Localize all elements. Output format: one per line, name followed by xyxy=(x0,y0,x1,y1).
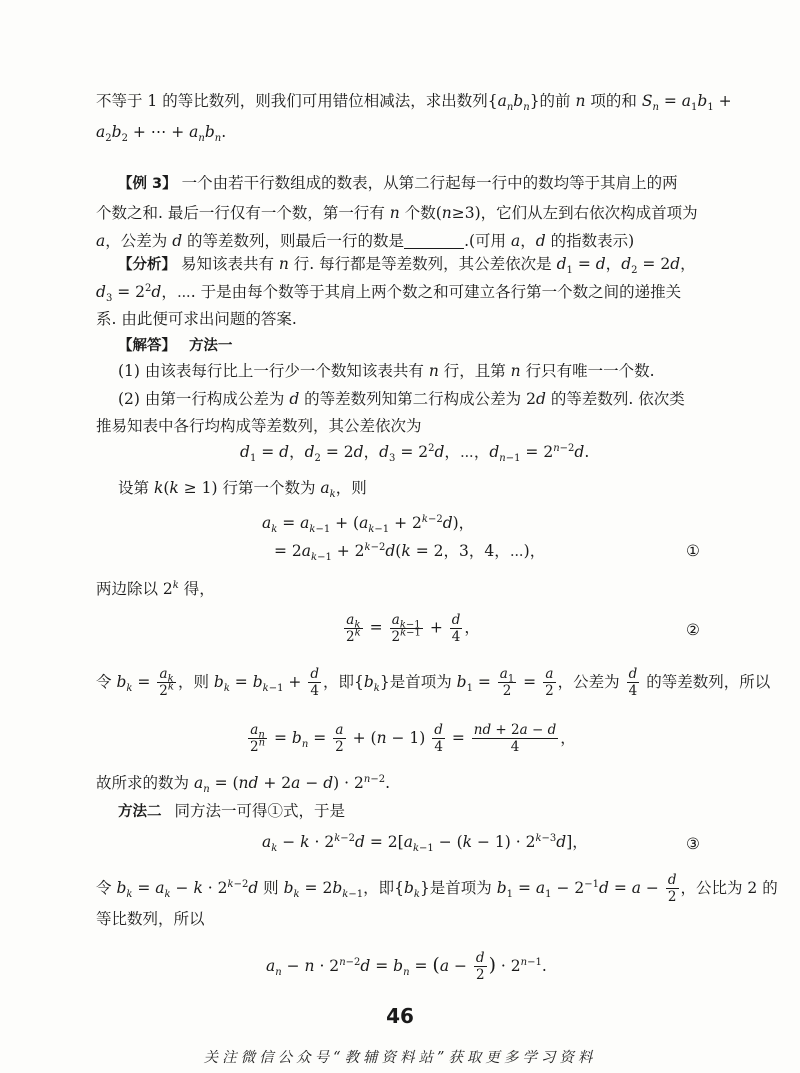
example-text-3: a，公差为 d 的等差数列，则最后一行的数是 xyxy=(96,232,405,250)
equation-marker-3: ③ xyxy=(686,835,700,853)
conclusion-line xyxy=(96,768,708,798)
intro-text-2: $a_2b_2$ + ⋯ + $a_nb_n$. xyxy=(96,123,227,145)
method-two-label: 方法二 xyxy=(118,804,162,820)
analysis-text-3: 系. 由此便可求出问题的答案. xyxy=(96,310,297,328)
analysis-line1 xyxy=(118,249,730,280)
step-2-line2 xyxy=(96,411,708,441)
example-text-2: 个数之和. 最后一行仅有一个数，第一行有 n 个数(n≥3)，它们从左到右依次构成首项为 xyxy=(96,204,698,222)
example-text-4: .(可用 a，d 的指数表示) xyxy=(464,232,635,250)
equation-final xyxy=(266,950,547,983)
equation-marker-1: ① xyxy=(686,542,700,560)
conclusion-text: 故所求的数为 $a_n = (nd + 2a - d) \cdot 2^{n-2}$. xyxy=(96,773,391,796)
analysis-text-1: 易知该表共有 n 行. 每行都是等差数列，其公差依次是 $d_1 = d$，$d_2 = 2d$， xyxy=(180,255,696,277)
answer-label: 【解答】 xyxy=(118,338,176,354)
frac-d-4: $\frac{d}{4}$ xyxy=(451,612,461,645)
frac-ak-2k: $\frac{a_k}{2^k}$ xyxy=(346,612,361,645)
analysis-text-2: $d_3 = 2^2d$，⋯. 于是由每个数等于其肩上两个数之和可建立各行第一个数之间的递推关 xyxy=(96,282,682,305)
let-b2-line2 xyxy=(96,904,708,934)
let-b-line xyxy=(96,666,771,699)
method-one-label: 方法一 xyxy=(188,338,233,354)
step-1 xyxy=(118,356,730,386)
equation-1b xyxy=(274,537,545,565)
answer-blank xyxy=(404,230,464,249)
paragraph-intro-line1 xyxy=(96,86,732,116)
let-b2-text-2: 等比数列，所以 xyxy=(96,910,205,928)
equation-differences xyxy=(240,438,589,466)
equation-bn xyxy=(246,722,576,755)
equation-marker-2: ② xyxy=(686,621,700,639)
step-2-text-2: 推易知表中各行均构成等差数列，其公差依次为 xyxy=(96,417,422,435)
method-two-text: 同方法一可得①式，于是 xyxy=(174,802,345,820)
equation-bn-text: $\frac{a_n}{2^n}$ = $b_n$ = $\frac{a}{2}$ + (n − 1) $\frac{d}{4}$ = $\frac{nd + 2a - d}{4}$ ， xyxy=(250,722,576,755)
example-3-line2 xyxy=(96,198,708,228)
step-2-line1 xyxy=(118,384,730,414)
step-2-text-1: (2) 由第一行构成公差为 d 的等差数列知第二行构成公差为 2d 的等差数列. 依次类 xyxy=(118,390,685,408)
equation-1b-text: = $2a_{k-1} + 2^{k-2}d(k = 2$，3，4，⋯)， xyxy=(274,541,546,564)
equation-1a xyxy=(262,509,474,537)
example-label: 【例 3】 xyxy=(118,176,177,192)
method-two-line xyxy=(118,796,730,827)
equation-1a-text: $a_k = a_{k-1} + (a_{k-1} + 2^{k-2}d)$， xyxy=(262,513,475,536)
equation-differences-text: $d_1 = d$，$d_2 = 2d$，$d_3 = 2^2d$，⋯，$d_{n-1} = 2^{n-2}d$. xyxy=(240,442,590,465)
example-text-1: 一个由若干行数组成的数表，从第二行起每一行中的数均等于其肩上的两 xyxy=(181,174,678,192)
set-k-line xyxy=(118,473,730,503)
let-b2-line1 xyxy=(96,872,778,905)
divide-line xyxy=(96,574,708,604)
let-b2-text-1: 令 $b_k = a_k - k \cdot 2^{k-2}d$ 则 $b_k = 2b_{k-1}$，即$\{b_k\}$是首项为 $b_1 = a_1 - 2^{-1}d = a$ − $\frac{d}{2}$ ，公比为 2 的 xyxy=(96,872,778,905)
step-1-text: (1) 由该表每行比上一行少一个数知该表共有 n 行，且第 n 行只有唯一一个数. xyxy=(118,362,655,380)
equation-3 xyxy=(262,828,588,856)
analysis-label: 【分析】 xyxy=(118,257,176,273)
footer-note: 关注微信公众号“教辅资料站”获取更多学习资料 xyxy=(203,1050,597,1066)
paragraph-intro-line2 xyxy=(96,117,708,147)
set-k-text: 设第 k(k ≥ 1) 行第一个数为 $a_k$，则 xyxy=(118,479,367,501)
page-number: 46 xyxy=(386,1004,414,1028)
intro-text-1: 不等于 1 的等比数列，则我们可用错位相减法，求出数列$\{a_nb_n\}$的前 n 项的和 $S_n = a_1b_1$ + xyxy=(96,92,732,114)
analysis-line2 xyxy=(96,277,708,307)
frac-ak1-2k1: $\frac{a_{k-1}}{2^{k-1}}$ xyxy=(391,612,421,645)
example-3-line1 xyxy=(118,168,730,199)
let-b-text: 令 $b_k$ = $\frac{a_k}{2^k}$ ，则 $b_k = b_{k-1}$ + $\frac{d}{4}$ ，即$\{b_k\}$是首项为 $b_1$ = $\frac{a_1}{2}$ = $\frac{a}{2}$ ，公差为 $\frac{d}{4}$ 的等差数列，所以 xyxy=(96,666,771,699)
divide-text: 两边除以 2$^k$ 得， xyxy=(96,579,215,598)
equation-final-text: $a_n - n \cdot 2^{n-2}d = b_n = (a$ − $\frac{d}{2}$ ) · $2^{n-1}$. xyxy=(266,950,547,983)
equation-3-text: $a_k - k \cdot 2^{k-2}d = 2[a_{k-1} - (k - 1) \cdot 2^{k-3}d]$， xyxy=(262,832,588,855)
equation-2: $\frac{a_k}{2^k}$ = $\frac{a_{k-1}}{2^{k-1}}$ + $\frac{d}{4}$ ， xyxy=(346,612,480,645)
